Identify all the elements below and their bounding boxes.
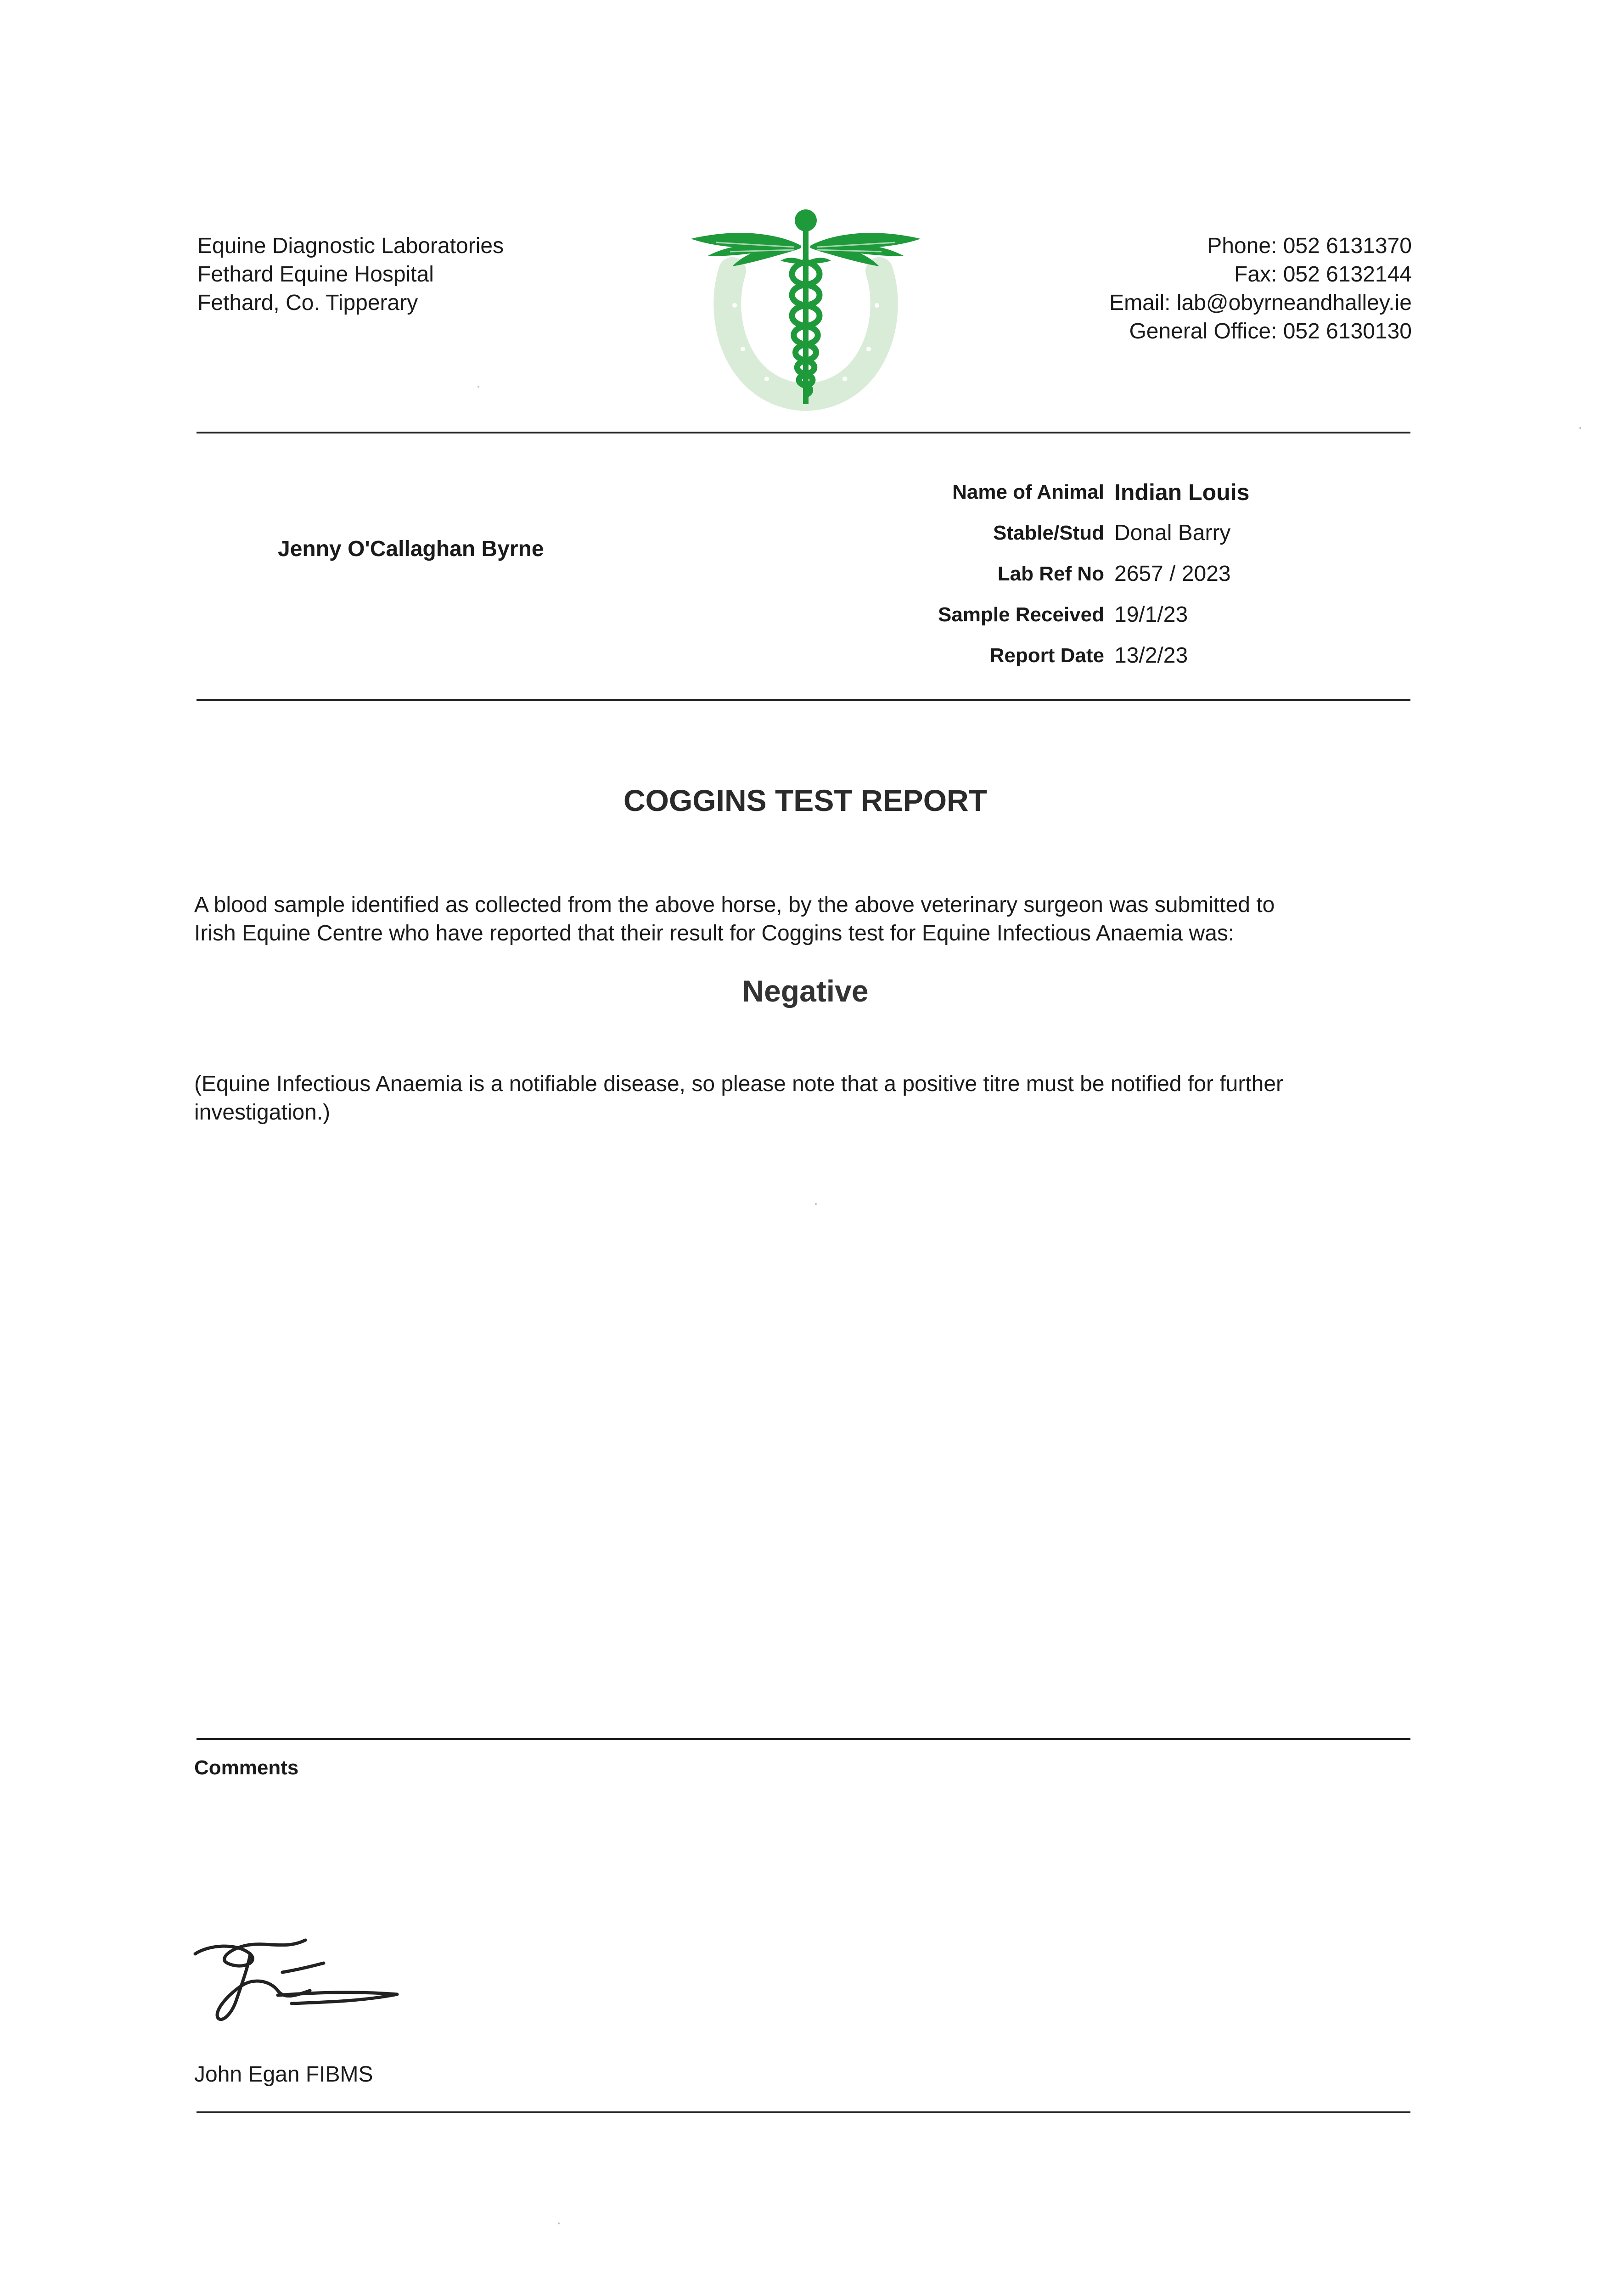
general-office-number: General Office: 052 6130130 [1129, 319, 1412, 343]
info-label: Report Date [989, 644, 1104, 667]
comments-divider [197, 1738, 1410, 1740]
client-name: Jenny O'Callaghan Byrne [278, 537, 544, 561]
test-result: Negative [742, 974, 869, 1008]
info-label: Name of Animal [952, 480, 1104, 503]
signatory-name: John Egan FIBMS [194, 2062, 373, 2087]
scan-speck [558, 2223, 560, 2224]
lab-ref-value: 2657 / 2023 [1114, 562, 1231, 586]
lab-contact [1109, 232, 1412, 346]
lab-address [197, 232, 504, 317]
animal-info-table [817, 472, 1249, 676]
fax-number: Fax: 052 6132144 [1234, 262, 1412, 287]
note-line: (Equine Infectious Anaemia is a notifiable disease, so please note that a positive titre must be notified for further [194, 1072, 1284, 1096]
body-line: A blood sample identified as collected from the above horse, by the above veterinary surgeon was submitted to [194, 893, 1275, 917]
hospital-location: Fethard, Co. Tipperary [197, 291, 418, 315]
report-body [194, 891, 1275, 948]
report-date-value: 13/2/23 [1114, 643, 1188, 668]
hospital-name: Fethard Equine Hospital [197, 262, 434, 287]
info-label: Sample Received [938, 603, 1104, 626]
comments-label: Comments [194, 1756, 299, 1779]
scan-speck [1579, 427, 1581, 429]
signature [191, 1926, 402, 2037]
info-row-animal-name [817, 472, 1249, 512]
info-row-lab-ref [817, 553, 1249, 594]
scan-speck [477, 386, 479, 388]
info-label: Stable/Stud [993, 521, 1104, 544]
scan-speck [815, 1203, 817, 1205]
info-label: Lab Ref No [997, 562, 1104, 585]
note-line: investigation.) [194, 1100, 331, 1125]
lab-name: Equine Diagnostic Laboratories [197, 234, 504, 258]
caduceus-horseshoe-logo [689, 202, 923, 411]
phone-number: Phone: 052 6131370 [1207, 234, 1412, 258]
email-address: Email: lab@obyrneandhalley.ie [1109, 291, 1412, 315]
footer-divider [197, 2111, 1410, 2113]
report-title: COGGINS TEST REPORT [623, 783, 988, 817]
notifiable-note [194, 1070, 1283, 1127]
info-row-stable [817, 512, 1249, 553]
info-divider [197, 699, 1410, 701]
info-row-report-date [817, 635, 1249, 676]
sample-received-value: 19/1/23 [1114, 602, 1188, 627]
info-row-sample-received [817, 594, 1249, 635]
body-line: Irish Equine Centre who have reported that their result for Coggins test for Equine Infectious Anaemia was: [194, 921, 1235, 945]
animal-name-value: Indian Louis [1114, 479, 1250, 505]
header-divider [197, 432, 1410, 433]
stable-value: Donal Barry [1114, 521, 1231, 545]
